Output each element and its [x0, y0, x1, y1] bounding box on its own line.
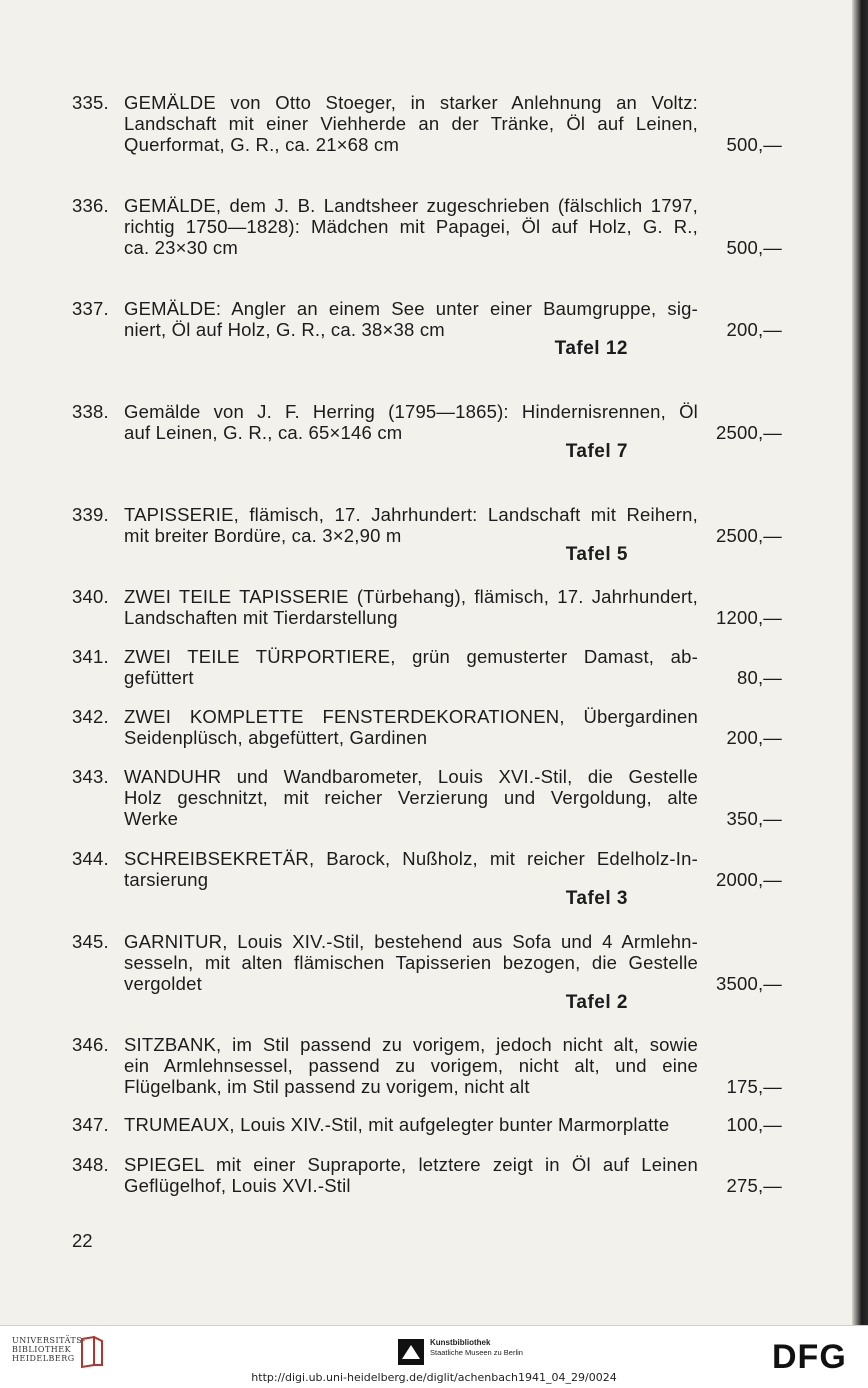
- entry-number: 343.: [72, 766, 109, 787]
- description-line: GEMÄLDE von Otto Stoeger, in starker Anlehnung an Voltz:: [124, 92, 698, 113]
- plate-reference: Tafel 3: [565, 888, 628, 909]
- entry-description: [124, 1114, 698, 1135]
- entry-number: 338.: [72, 401, 109, 422]
- entry-description: [124, 1154, 698, 1196]
- description-line: Gemälde von J. F. Herring (1795—1865): Hindernisrennen, Öl: [124, 401, 698, 422]
- entry-number: 336.: [72, 195, 109, 216]
- description-line: sesseln, mit alten flämischen Tapisserien bezogen, die Gestelle: [124, 952, 698, 973]
- page-number: 22: [72, 1230, 93, 1251]
- university-emblem-icon: [78, 1335, 104, 1369]
- description-line: auf Leinen, G. R., ca. 65×146 cm: [124, 422, 403, 443]
- entry-description: [124, 298, 698, 340]
- plate-reference: Tafel 12: [554, 338, 628, 359]
- entry-number: 348.: [72, 1154, 109, 1175]
- plate-reference: Tafel 7: [565, 441, 628, 462]
- description-line: Holz geschnitzt, mit reicher Verzierung und Vergoldung, alte: [124, 787, 698, 808]
- entry-number: 344.: [72, 848, 109, 869]
- plate-reference: Tafel 2: [565, 992, 628, 1013]
- description-line: Seidenplüsch, abgefüttert, Gardinen: [124, 727, 428, 748]
- page-url[interactable]: http://digi.ub.uni-heidelberg.de/diglit/achenbach1941_04_29/0024: [251, 1371, 617, 1384]
- uni-logo-line: UNIVERSITÄTS-: [12, 1336, 86, 1345]
- entry-description: [124, 92, 698, 155]
- uni-logo-line: HEIDELBERG: [12, 1354, 75, 1363]
- entry-price: 100,—: [726, 1114, 782, 1135]
- entry-price: 80,—: [736, 667, 782, 688]
- kunstbibliothek-name: Kunstbibliothek: [430, 1338, 491, 1347]
- entry-number: 337.: [72, 298, 109, 319]
- entry-description: [124, 195, 698, 258]
- entry-number: 340.: [72, 586, 109, 607]
- entry-price: 200,—: [726, 727, 782, 748]
- entry-price: 2500,—: [716, 422, 782, 443]
- description-line: ein Armlehnsessel, passend zu vorigem, nicht alt, und eine: [124, 1055, 698, 1076]
- page-edge-shadow: [852, 0, 868, 1325]
- entry-price: 350,—: [726, 808, 782, 829]
- description-line: SITZBANK, im Stil passend zu vorigem, jedoch nicht alt, sowie: [124, 1034, 698, 1055]
- description-line: SPIEGEL mit einer Supraporte, letztere zeigt in Öl auf Leinen: [124, 1154, 698, 1175]
- kunstbibliothek-subtitle: Staatliche Museen zu Berlin: [430, 1348, 523, 1357]
- description-line: niert, Öl auf Holz, G. R., ca. 38×38 cm: [124, 319, 445, 340]
- entry-number: 347.: [72, 1114, 109, 1135]
- entry-number: 346.: [72, 1034, 109, 1055]
- entry-price: 275,—: [726, 1175, 782, 1196]
- entry-price: 1200,—: [716, 607, 782, 628]
- entry-description: [124, 646, 698, 688]
- description-line: Werke: [124, 808, 179, 829]
- entry-number: 335.: [72, 92, 109, 113]
- description-line: mit breiter Bordüre, ca. 3×2,90 m: [124, 525, 402, 546]
- description-line: Querformat, G. R., ca. 21×68 cm: [124, 134, 400, 155]
- entry-description: [124, 1034, 698, 1097]
- description-line: Flügelbank, im Stil passend zu vorigem, nicht alt: [124, 1076, 530, 1097]
- dfg-logo[interactable]: DFG: [772, 1338, 847, 1376]
- entry-description: [124, 586, 698, 628]
- university-library-logo[interactable]: [12, 1336, 86, 1363]
- entry-price: 500,—: [726, 134, 782, 155]
- description-line: GEMÄLDE, dem J. B. Landtsheer zugeschrieben (fälschlich 1797,: [124, 195, 698, 216]
- entry-description: [124, 504, 698, 546]
- kunstbibliothek-logo-icon: [398, 1339, 424, 1365]
- entry-number: 342.: [72, 706, 109, 727]
- description-line: Landschaft mit einer Viehherde an der Tränke, Öl auf Leinen,: [124, 113, 698, 134]
- entry-price: 500,—: [726, 237, 782, 258]
- description-line: ca. 23×30 cm: [124, 237, 238, 258]
- description-line: WANDUHR und Wandbarometer, Louis XVI.-Stil, die Gestelle: [124, 766, 698, 787]
- entry-description: [124, 401, 698, 443]
- description-line: TAPISSERIE, flämisch, 17. Jahrhundert: Landschaft mit Reihern,: [124, 504, 698, 525]
- description-line: richtig 1750—1828): Mädchen mit Papagei, Öl auf Holz, G. R.,: [124, 216, 698, 237]
- description-line: Geflügelhof, Louis XVI.-Stil: [124, 1175, 351, 1196]
- entry-number: 345.: [72, 931, 109, 952]
- plate-reference: Tafel 5: [565, 544, 628, 565]
- entry-price: 3500,—: [716, 973, 782, 994]
- entry-description: [124, 931, 698, 994]
- description-line: Landschaften mit Tierdarstellung: [124, 607, 398, 628]
- entry-price: 175,—: [726, 1076, 782, 1097]
- entry-description: [124, 848, 698, 890]
- description-line: ZWEI TEILE TÜRPORTIERE, grün gemusterter Damast, ab-: [124, 646, 698, 667]
- entry-price: 200,—: [726, 319, 782, 340]
- description-line: vergoldet: [124, 973, 202, 994]
- uni-logo-line: BIBLIOTHEK: [12, 1345, 72, 1354]
- description-line: tarsierung: [124, 869, 209, 890]
- entry-number: 341.: [72, 646, 109, 667]
- description-line: SCHREIBSEKRETÄR, Barock, Nußholz, mit reicher Edelholz-In-: [124, 848, 698, 869]
- description-line: gefüttert: [124, 667, 194, 688]
- entry-description: [124, 766, 698, 829]
- description-line: ZWEI TEILE TAPISSERIE (Türbehang), flämisch, 17. Jahrhundert,: [124, 586, 698, 607]
- entry-price: 2500,—: [716, 525, 782, 546]
- description-line: GEMÄLDE: Angler an einem See unter einer Baumgruppe, sig-: [124, 298, 698, 319]
- description-line: GARNITUR, Louis XIV.-Stil, bestehend aus Sofa und 4 Armlehn-: [124, 931, 698, 952]
- description-line: TRUMEAUX, Louis XIV.-Stil, mit aufgelegter bunter Marmorplatte: [124, 1114, 670, 1135]
- description-line: ZWEI KOMPLETTE FENSTERDEKORATIONEN, Übergardinen: [124, 706, 698, 727]
- entry-number: 339.: [72, 504, 109, 525]
- entry-price: 2000,—: [716, 869, 782, 890]
- entry-description: [124, 706, 698, 748]
- kunstbibliothek-logo-text[interactable]: [430, 1338, 523, 1358]
